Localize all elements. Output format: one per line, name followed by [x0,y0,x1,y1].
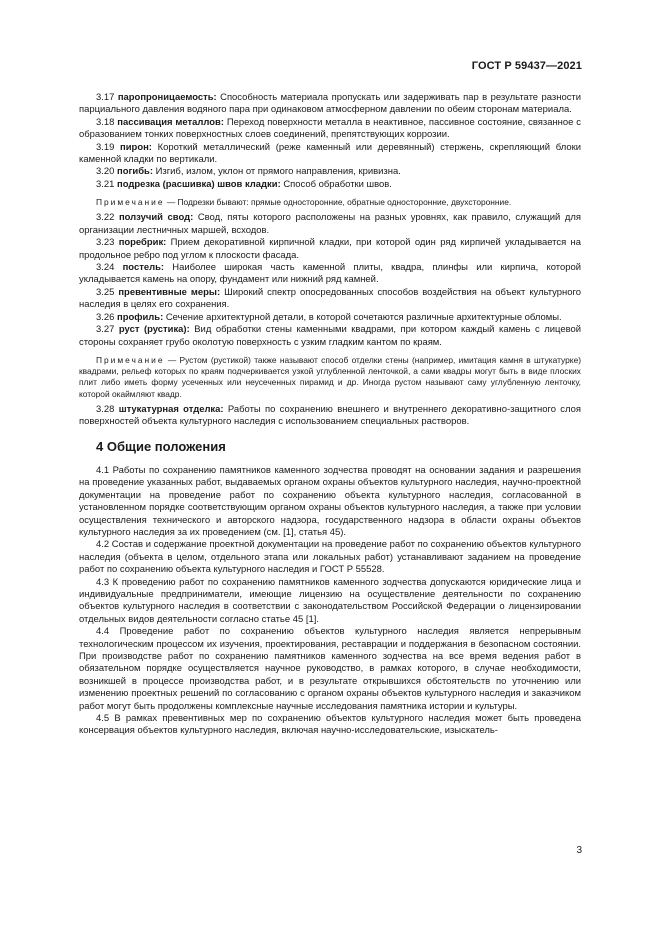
note-text: — Подрезки бывают: прямые односторонние, обратные односторонние, двухсторонние. [166,197,512,208]
page-number: 3 [576,845,582,856]
paragraph-4-2: 4.2 Состав и содержание проектной документации на проведение работ по сохранению объектов культурного наследия (объекта в целом, отдельного этапа или локальных работ) устанавливают заданием на проведение работ по сохранению объекта культурного наследия и ГОСТ Р 55528. [79,539,581,576]
definition-3-23 [79,237,581,262]
page-body [79,92,581,738]
definition-text: Прием декоративной кирпичной кладки, при которой один ряд кирпичей укладывается на продольное ребро под углом к плоскости фасада. [79,237,582,261]
term: поребрик: [118,237,167,249]
note-text: — Рустом (рустикой) также называют способ отделки стены (например, имитация камня в штукатурке) квадрами, рельеф которых по краям подчеркивается узкой углубленной ленточкой, а сами квадры могут быть в виде плоских плит либо иметь форму усеченных или неусеченных пирамид и др. Иногда рустом называют саму углубленную ленточку, которой окаймляют квадр. [79,354,582,399]
definition-3-19 [79,142,581,167]
term: ползучий свод: [118,212,194,224]
paragraph-4-4: 4.4 Проведение работ по сохранению объектов культурного наследия является непрерывным технологическим процессом их изучения, проектирования, реставрации и поддержания в безопасном состоянии. При производстве работ по сохранению памятников каменного зодчества на все время ведения работ в обязательном порядке осуществляется научное руководство, в рамках которого, в случае необходимости, возникшей в процессе производства работ, и в результате открывшихся обстоятельств по уточнению или изменению проектных решений по согласованию с органом охраны объектов культурного наследия и заказчиком работ могут быть продолжены комплексные научные исследования памятника истории и культуры. [79,626,581,712]
definition-3-27 [79,324,581,349]
definition-text: Свод, пяты которого расположены на разных уровнях, как правило, служащий для организации лестничных маршей, всходов. [79,212,582,236]
paragraph-4-3: 4.3 К проведению работ по сохранению памятников каменного зодчества допускаются юридические лица и индивидуальные предприниматели, имеющие лицензию на осуществление деятельности по сохранению объектов культурного наследия в соответствии с законодательством Российской Федерации о лицензировании отдельных видов деятельности согласно статье 45 [1]. [79,576,581,625]
definition-3-17 [79,92,581,117]
definition-text: Широкий спектр опосредованных способов воздействия на объект культурного наследия в целях его сохранения. [79,286,581,311]
clause-number: 3.28 [96,403,115,415]
clause-number: 3.22 [96,212,115,224]
term: руст (рустика): [118,324,190,336]
paragraph-4-5: 4.5 В рамках превентивных мер по сохранению объектов культурного наследия может быть проведена консервация объектов культурного наследия, включая научно-исследовательские, изыскатель- [79,713,581,737]
term: превентивные меры: [118,286,221,298]
definition-3-25 [79,287,581,312]
clause-number: 3.23 [96,237,115,249]
definition-text: Переход поверхности металла в неактивное, пассивное состояние, связанное с образованием тонких поверхностных слоев соединений, препятствующих коррозии. [79,116,581,141]
section-heading: 4 Общие положения [96,438,226,454]
term: пирон: [120,141,152,153]
term: подрезка (расшивка) швов кладки: [117,178,281,190]
clause-number: 3.18 [96,116,115,128]
term: пассивация металлов: [117,116,224,128]
definition-3-18 [79,117,581,142]
clause-number: 3.25 [96,286,115,298]
note-label: Примечание [96,354,165,365]
definition-text: Наиболее широкая часть каменной плиты, квадра, плинфы или кирпича, которой укладывается камень на опору, фундамент или нижний ряд камней. [79,262,582,286]
clause-number: 3.26 [96,311,115,323]
clause-number: 3.20 [96,166,115,178]
clause-number: 3.24 [96,262,115,274]
definition-3-20 [79,166,581,178]
clause-number: 3.17 [96,92,115,103]
definition-text: Вид обработки стены каменными квадрами, при котором каждый камень с лицевой стороны сохраняет грубо околотую поверхность с узким гладким кантом по краям. [79,324,581,348]
definition-text: Сечение архитектурной детали, в которой сочетаются различные архитектурные обломы. [165,311,562,323]
term: профиль: [117,311,164,323]
term: штукатурная отделка: [118,403,224,415]
definition-text: Способ обработки швов. [283,178,392,190]
definition-3-28 [79,404,581,429]
definition-3-21 [79,179,581,191]
definition-text: Способность материала пропускать или задерживать пар в результате разности парциального давления водяного пара при одинаковом атмосферном давлении по обеим сторонам материала. [79,92,582,116]
definition-text: Короткий металлический (реже каменный или деревянный) стержень, скрепляющий блоки каменной кладки по вертикали. [79,141,581,166]
term: постель: [122,262,165,274]
definition-3-26 [79,312,581,324]
note-rustication [79,355,581,400]
clause-number: 3.19 [96,141,115,153]
term: погибь: [117,166,153,178]
definition-text: Изгиб, излом, уклон от прямого направления, кривизна. [155,166,401,178]
note-label: Примечание [96,197,165,208]
definition-3-22 [79,212,581,237]
standard-code: ГОСТ Р 59437—2021 [471,60,582,72]
definition-3-24 [79,262,581,287]
term: паропроницаемость: [117,92,217,103]
clause-number: 3.27 [96,324,115,336]
clause-number: 3.21 [96,178,115,190]
definition-text: Работы по сохранению внешнего и внутреннего декоративно-защитного слоя поверхностей объекта культурного наследия с использованием специальных растворов. [79,403,581,428]
note-undercut [79,197,581,208]
paragraph-4-1: 4.1 Работы по сохранению памятников каменного зодчества проводят на основании задания и разрешения на проведение указанных работ, выдаваемых органом охраны объектов культурного наследия, научно-проектной документации на проведение работ по сохранению объекта культурного наследия, согласованной в установленном порядке соответствующим органом охраны объектов культурного наследия, а также при условии осуществления технического и авторского надзора, государственного надзора в области охраны объектов культурного наследия за их проведением (см. [1], статья 45). [79,464,581,538]
